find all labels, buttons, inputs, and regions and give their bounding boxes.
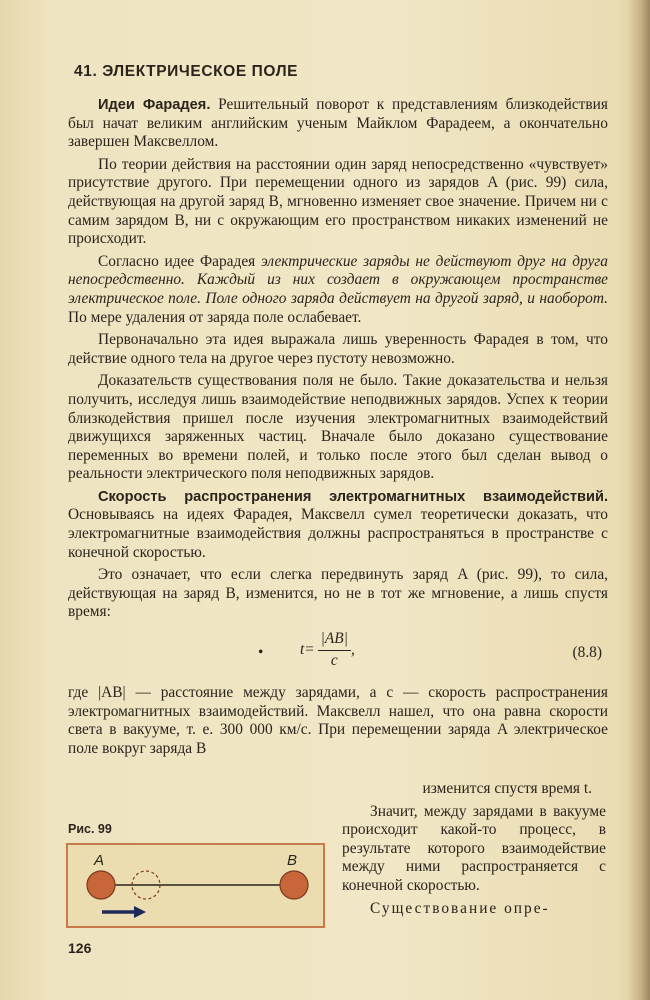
paragraph-evidence: Доказательств существования поля не было. Такие доказательства и нельзя получить, исследуя лишь взаимодействие неподвижных зарядов. Успех к теории близкодействия пришел после изучения электромагнитных взаимодействий движущихся заряженных частиц. Вначале было доказано существование переменных во времени полей, и только после этого был сделан вывод о реальности электрического поля неподвижных зарядов. — [68, 372, 608, 483]
figure-drawing — [68, 845, 323, 926]
paragraph-conclusion: Значит, между зарядами в вакууме происходит какой-то процесс, в результате которого взаимодействие между ними распространяется с конечной скоростью. — [342, 802, 606, 894]
formula-bullet: • — [258, 644, 264, 662]
formula-trail: , — [350, 640, 355, 658]
figure-99 — [66, 843, 325, 928]
paragraph-action-at-distance: По теории действия на расстоянии один заряд непосредственно «чувствует» присутствие другого. При перемещении одного из зарядов A (рис. 99) сила, действующая на другой заряд B, мгновенно изменяет свое значение. Причем ни с самим зарядом B, ни с окружающим его пространством никаких изменений не происходит. — [68, 155, 608, 248]
paragraph-faraday-belief: Первоначально эта идея выражала лишь уверенность Фарадея в том, что действие одного тела на другое через пустоту невозможно. — [68, 331, 608, 367]
formula-expression — [300, 630, 355, 670]
paragraph-field-idea — [68, 253, 608, 327]
charge-b-circle — [280, 871, 308, 899]
body-text — [68, 96, 608, 758]
formula-fraction — [318, 630, 351, 670]
paragraph-text: По мере удаления от заряда поле ослабевает. — [68, 308, 362, 326]
paragraph-speed — [68, 488, 608, 562]
paragraph-text: Решительный поворот к представлениям близкодействия был начат великим английским ученым Майклом Фарадеем, а окончательно завершен Максвеллом. — [68, 96, 608, 151]
charge-a-label: A — [94, 852, 105, 869]
section-title: 41. ЭЛЕКТРИЧЕСКОЕ ПОЛЕ — [74, 63, 299, 80]
paragraph-emphasis: электрические заряды не действуют друг на друга непосредственно. Каждый из них создает в окружающем пространстве электрическое поле. Поле одного заряда действует на другой заряд, и наоборот. — [68, 252, 608, 307]
formula-8-8 — [68, 626, 608, 682]
formula-lhs: t= — [300, 640, 315, 658]
equation-number: (8.8) — [572, 644, 602, 662]
paragraph-delay: Это означает, что если слегка передвинуть заряд A (рис. 99), то сила, действующая на заряд B, изменится, но не в тот же мгновение, а лишь спустя время: — [68, 566, 608, 621]
paragraph-lead: Идеи Фарадея. — [98, 97, 211, 113]
paragraph-lead: Скорость распространения электромагнитных взаимодействий. — [98, 488, 608, 505]
page-number: 126 — [68, 940, 92, 956]
formula-denominator: c — [330, 651, 338, 669]
charge-b-label: B — [287, 852, 298, 869]
paragraph-distance: где |AB| — расстояние между зарядами, а c — скорость распространения электромагнитных взаимодействий. Максвелл нашел, что она равна скорости света в вакууме, т. е. 300 000 км/с. При перемещении заряда A электрическое поле вокруг заряда B — [68, 684, 608, 757]
paragraph-text: Согласно идее Фарадея — [98, 252, 261, 270]
arrow-right-icon — [134, 906, 146, 918]
paragraph-continuation: изменится спустя время t. — [422, 780, 592, 797]
paragraph-next: Существование опре- — [370, 899, 550, 917]
paragraph-text: Основываясь на идеях Фарадея, Максвелл сумел теоретически доказать, что электромагнитные взаимодействия должны распространяться в пространстве с конечной скоростью. — [68, 506, 608, 561]
charge-a-circle — [87, 871, 115, 899]
side-text — [342, 780, 606, 918]
formula-numerator: |AB| — [318, 630, 351, 651]
figure-caption: Рис. 99 — [68, 822, 112, 836]
page-spine-shadow — [628, 0, 650, 1000]
paragraph-faraday — [68, 96, 608, 152]
